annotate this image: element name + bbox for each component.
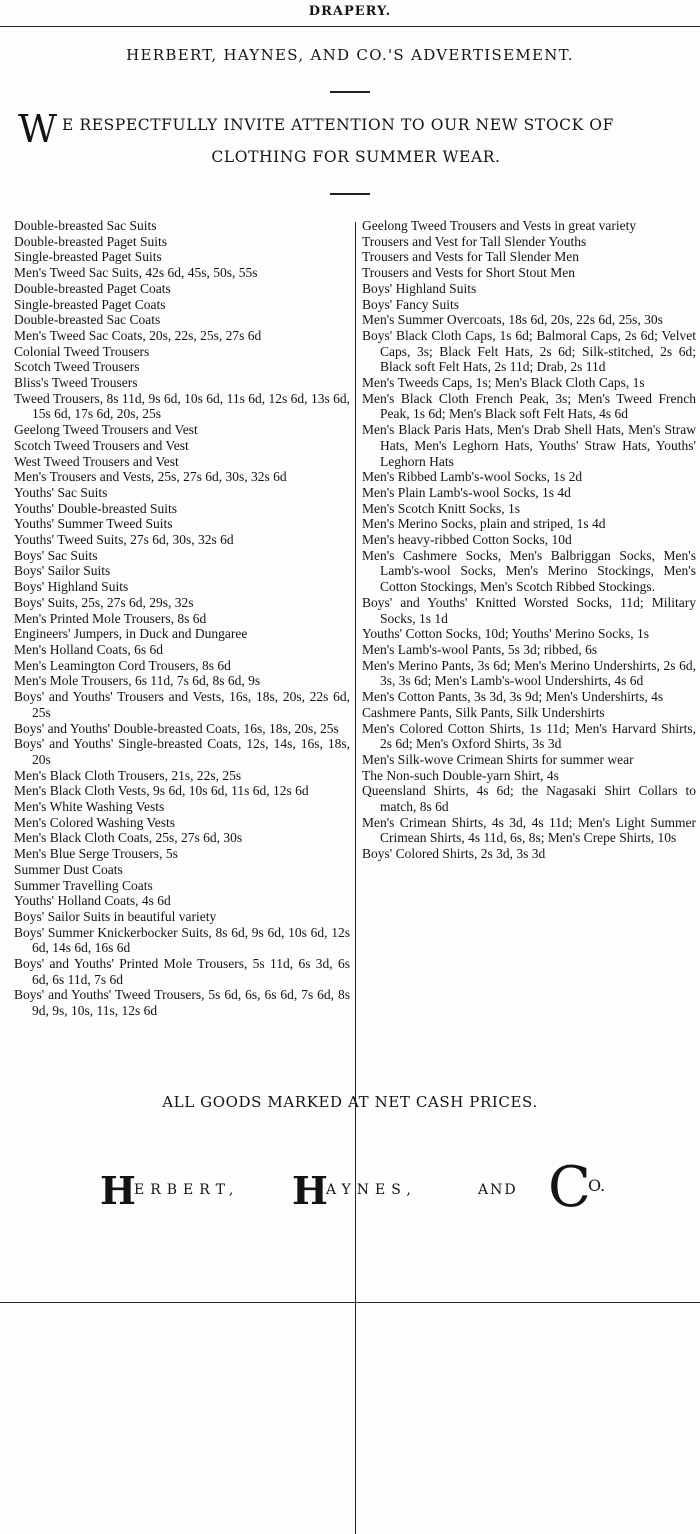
list-item: Trousers and Vests for Short Stout Men xyxy=(362,265,576,281)
signature-haynes: AYNES, xyxy=(326,1182,417,1198)
title-divider xyxy=(330,91,370,93)
list-item: Double-breasted Sac Coats xyxy=(14,312,161,328)
left-item-column xyxy=(14,218,350,1019)
invitation-line-2: CLOTHING FOR SUMMER WEAR. xyxy=(211,148,501,166)
list-item: Men's Black Cloth Coats, 25s, 27s 6d, 30s xyxy=(14,830,243,846)
list-item: Men's Blue Serge Trousers, 5s xyxy=(14,846,178,862)
list-item: West Tweed Trousers and Vest xyxy=(14,453,179,469)
list-item: Men's Black Cloth French Peak, 3s; Men's Tweed French Peak, 1s 6d; Men's Black soft Felt Hats, 4s 6d xyxy=(362,390,696,422)
list-item: Colonial Tweed Trousers xyxy=(14,343,150,359)
list-item: Youths' Holland Coats, 4s 6d xyxy=(14,893,171,909)
invitation-line-1: E RESPECTFULLY INVITE ATTENTION TO OUR NEW STOCK OF xyxy=(62,116,614,134)
list-item: Men's Ribbed Lamb's-wool Socks, 1s 2d xyxy=(362,469,583,485)
list-item: Men's Black Paris Hats, Men's Drab Shell Hats, Men's Straw Hats, Men's Leghorn Hats, Youths' Straw Hats, Youths' Leghorn Hats xyxy=(362,422,696,469)
signature-and: AND xyxy=(478,1182,518,1198)
list-item: Cashmere Pants, Silk Pants, Silk Undershirts xyxy=(362,704,605,720)
list-item: Boys' and Youths' Tweed Trousers, 5s 6d, 6s, 6s 6d, 7s 6d, 8s 9d, 9s, 10s, 11s, 12s 6d xyxy=(14,987,350,1019)
list-item: Men's Colored Washing Vests xyxy=(14,814,175,830)
list-item: Men's Merino Pants, 3s 6d; Men's Merino Undershirts, 2s 6d, 3s, 3s 6d; Men's Lamb's-wool Undershirts, 4s 6d xyxy=(362,657,696,689)
list-item: Men's Leamington Cord Trousers, 8s 6d xyxy=(14,657,231,673)
list-item: Boys' and Youths' Trousers and Vests, 16s, 18s, 20s, 22s 6d, 25s xyxy=(14,689,350,720)
list-item: Boys' Highland Suits xyxy=(362,280,477,296)
list-item: Men's Tweed Sac Suits, 42s 6d, 45s, 50s, 55s xyxy=(14,265,258,281)
list-item: Men's Black Cloth Vests, 9s 6d, 10s 6d, 11s 6d, 12s 6d xyxy=(14,783,309,799)
list-item: Youths' Summer Tweed Suits xyxy=(14,516,173,532)
drop-cap: W xyxy=(18,107,58,151)
column-divider xyxy=(355,222,356,1534)
list-item: Boys' and Youths' Printed Mole Trousers, 5s 11d, 6s 3d, 6s 6d, 6s 11d, 7s 6d xyxy=(14,956,350,987)
list-item: Boys' Black Cloth Caps, 1s 6d; Balmoral Caps, 2s 6d; Velvet Caps, 3s; Black Felt Hats, 2s 6d; Silk-stitched, 2s 6d; Black soft Felt Hats, 2s 11d; Drab, 2s 11d xyxy=(362,327,696,375)
list-item: Tweed Trousers, 8s 11d, 9s 6d, 10s 6d, 11s 6d, 12s 6d, 13s 6d, 15s 6d, 17s 6d, 20s, 25s xyxy=(14,390,350,422)
list-item: Double-breasted Sac Suits xyxy=(14,218,157,233)
list-item: Men's Cotton Pants, 3s 3d, 3s 9d; Men's Undershirts, 4s xyxy=(362,689,664,705)
list-item: Men's Tweed Sac Coats, 20s, 22s, 25s, 27s 6d xyxy=(14,327,262,343)
signature-initial-c: C xyxy=(548,1155,591,1220)
list-item: Boys' Colored Shirts, 2s 3d, 3s 3d xyxy=(362,846,546,862)
list-item: Double-breasted Paget Coats xyxy=(14,280,171,296)
list-item: Boys' and Youths' Knitted Worsted Socks, 11d; Military Socks, 1s 1d xyxy=(362,594,696,626)
list-item: Boys' and Youths' Single-breasted Coats, 12s, 14s, 16s, 18s, 20s xyxy=(14,736,350,767)
list-item: Youths' Cotton Socks, 10d; Youths' Merino Socks, 1s xyxy=(362,626,650,642)
list-item: Summer Travelling Coats xyxy=(14,877,153,893)
list-item: Trousers and Vest for Tall Slender Youths xyxy=(362,233,587,249)
list-item: Geelong Tweed Trousers and Vest xyxy=(14,422,198,438)
section-heading: DRAPERY. xyxy=(308,4,392,19)
list-item: Trousers and Vests for Tall Slender Men xyxy=(362,249,580,265)
cash-prices-note: ALL GOODS MARKED AT NET CASH PRICES. xyxy=(162,1093,538,1111)
signature-o: O. xyxy=(588,1176,606,1195)
list-item: Men's Tweeds Caps, 1s; Men's Black Cloth Caps, 1s xyxy=(362,375,645,391)
list-item: Men's Merino Socks, plain and striped, 1s 4d xyxy=(362,516,606,532)
list-item: Men's Plain Lamb's-wool Socks, 1s 4d xyxy=(362,484,571,500)
right-item-column xyxy=(362,218,696,862)
list-item: Boys' Suits, 25s, 27s 6d, 29s, 32s xyxy=(14,594,194,610)
list-item: Men's Trousers and Vests, 25s, 27s 6d, 30s, 32s 6d xyxy=(14,469,287,485)
list-item: Engineers' Jumpers, in Duck and Dungaree xyxy=(14,626,248,642)
advertisement-title: HERBERT, HAYNES, AND CO.'S ADVERTISEMENT. xyxy=(126,46,574,64)
list-item: Geelong Tweed Trousers and Vests in great variety xyxy=(362,218,637,233)
firm-signature xyxy=(100,1155,660,1220)
list-item: Men's Crimean Shirts, 4s 3d, 4s 11d; Men's Light Summer Crimean Shirts, 4s 11d, 6s, 8s; Men's Crepe Shirts, 10s xyxy=(362,814,696,846)
invite-divider xyxy=(330,193,370,195)
list-item: Single-breasted Paget Suits xyxy=(14,249,162,265)
list-item: Boys' Sailor Suits in beautiful variety xyxy=(14,908,217,924)
list-item: Boys' Summer Knickerbocker Suits, 8s 6d, 9s 6d, 10s 6d, 12s 6d, 14s 6d, 16s 6d xyxy=(14,924,350,956)
list-item: Youths' Sac Suits xyxy=(14,484,108,500)
list-item: Boys' Highland Suits xyxy=(14,579,129,595)
list-item: Men's Summer Overcoats, 18s 6d, 20s, 22s 6d, 25s, 30s xyxy=(362,312,663,328)
list-item: Boys' and Youths' Double-breasted Coats, 16s, 18s, 20s, 25s xyxy=(14,720,339,736)
list-item: Boys' Fancy Suits xyxy=(362,296,459,312)
list-item: Men's White Washing Vests xyxy=(14,799,165,815)
list-item: Scotch Tweed Trousers and Vest xyxy=(14,437,189,453)
list-item: Men's Mole Trousers, 6s 11d, 7s 6d, 8s 6d, 9s xyxy=(14,673,261,689)
top-rule xyxy=(0,26,700,27)
list-item: Single-breasted Paget Coats xyxy=(14,296,166,312)
list-item: Men's Black Cloth Trousers, 21s, 22s, 25s xyxy=(14,767,242,783)
list-item: Men's Printed Mole Trousers, 8s 6d xyxy=(14,610,207,626)
list-item: Boys' Sac Suits xyxy=(14,547,98,563)
list-item: Summer Dust Coats xyxy=(14,861,123,877)
bottom-rule xyxy=(0,1302,700,1303)
list-item: The Non-such Double-yarn Shirt, 4s xyxy=(362,767,559,783)
list-item: Men's Lamb's-wool Pants, 5s 3d; ribbed, 6s xyxy=(362,641,598,657)
list-item: Men's Scotch Knitt Socks, 1s xyxy=(362,500,521,516)
list-item: Men's heavy-ribbed Cotton Socks, 10d xyxy=(362,532,572,548)
list-item: Youths' Tweed Suits, 27s 6d, 30s, 32s 6d xyxy=(14,532,234,548)
list-item: Men's Silk-wove Crimean Shirts for summer wear xyxy=(362,751,634,767)
signature-initial-h2: H xyxy=(292,1168,328,1213)
list-item: Bliss's Tweed Trousers xyxy=(14,375,138,391)
signature-initial-h: H xyxy=(100,1168,136,1213)
list-item: Boys' Sailor Suits xyxy=(14,563,111,579)
signature-herbert: ERBERT, xyxy=(134,1182,240,1198)
list-item: Men's Colored Cotton Shirts, 1s 11d; Men's Harvard Shirts, 2s 6d; Men's Oxford Shirts, 3s 3d xyxy=(362,720,696,752)
list-item: Queensland Shirts, 4s 6d; the Nagasaki Shirt Collars to match, 8s 6d xyxy=(362,783,696,815)
list-item: Men's Cashmere Socks, Men's Balbriggan Socks, Men's Lamb's-wool Socks, Men's Merino Stockings, Men's Cotton Stockings, Men's Scotch Ribbed Stockings. xyxy=(362,547,696,595)
list-item: Men's Holland Coats, 6s 6d xyxy=(14,641,164,657)
list-item: Scotch Tweed Trousers xyxy=(14,359,140,375)
list-item: Youths' Double-breasted Suits xyxy=(14,500,178,516)
list-item: Double-breasted Paget Suits xyxy=(14,233,167,249)
